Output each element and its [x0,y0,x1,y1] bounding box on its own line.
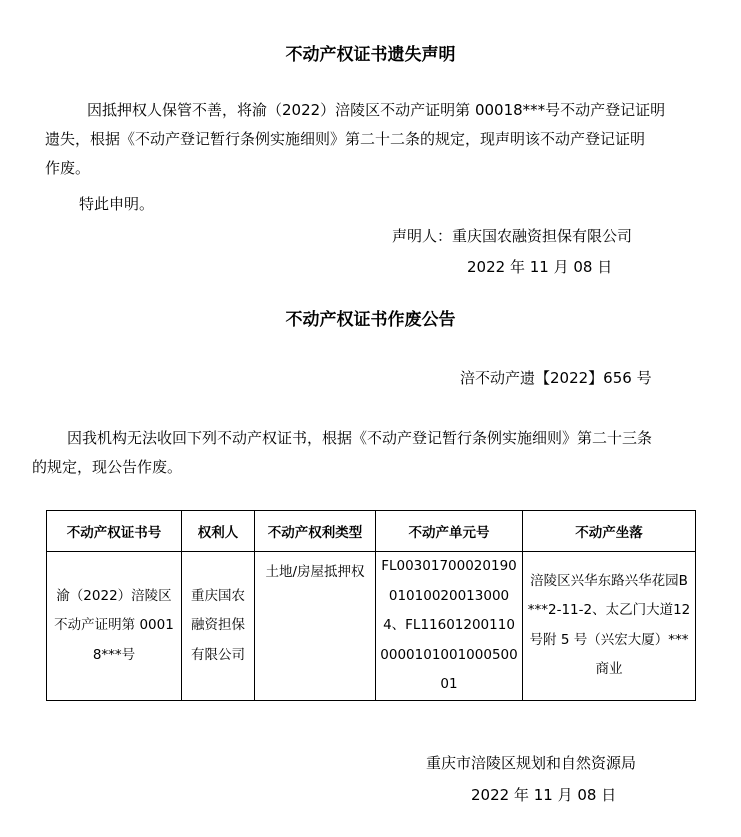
cell-right-type: 土地/房屋抵押权 [255,552,376,701]
issuer: 重庆市涪陵区规划和自然资源局 [426,754,637,772]
announcement-body [32,424,700,482]
cell-right-holder: 重庆国农融资担保有限公司 [182,552,255,701]
announcement-title: 不动产权证书作废公告 [285,310,456,330]
header-certificate-number: 不动产权证书号 [47,511,182,552]
declaration-body-line-2: 遗失，根据《不动产登记暂行条例实施细则》第二十二条的规定，现声明该不动产登记证明 [45,130,646,148]
announcement-body-line-2: 的规定，现公告作废。 [32,458,183,476]
header-right-type: 不动产权利类型 [255,511,376,552]
header-right-holder: 权利人 [182,511,255,552]
header-location: 不动产坐落 [523,511,696,552]
declaration-closing: 特此申明。 [79,195,155,213]
header-unit-number: 不动产单元号 [376,511,523,552]
declaration-body-line-1: 因抵押权人保管不善，将渝（2022）涪陵区不动产证明第 00018***号不动产登记证明 [87,101,666,119]
announcement-doc-number: 涪不动产遗【2022】656 号 [460,369,652,387]
declarant: 声明人：重庆国农融资担保有限公司 [392,227,633,245]
void-certificate-table [46,510,696,701]
declaration-date: 2022 年 11 月 08 日 [467,258,613,276]
cell-location: 涪陵区兴华东路兴华花园B***2-11-2、太乙门大道12 号附 5 号（兴宏大厦）***商业 [523,552,696,701]
declaration-title: 不动产权证书遗失声明 [285,45,456,65]
announcement-body-line-1: 因我机构无法收回下列不动产权证书，根据《不动产登记暂行条例实施细则》第二十三条 [67,429,653,447]
table-row [47,552,696,701]
cell-certificate-number: 渝（2022）涪陵区不动产证明第 00018***号 [47,552,182,701]
declaration-body [45,96,700,183]
announcement-date: 2022 年 11 月 08 日 [471,786,617,804]
table-header-row [47,511,696,552]
declaration-body-line-3: 作废。 [45,159,91,177]
cell-unit-number: FL00301700020190010100200130004、FL11601200110000010100100050001 [376,552,523,701]
